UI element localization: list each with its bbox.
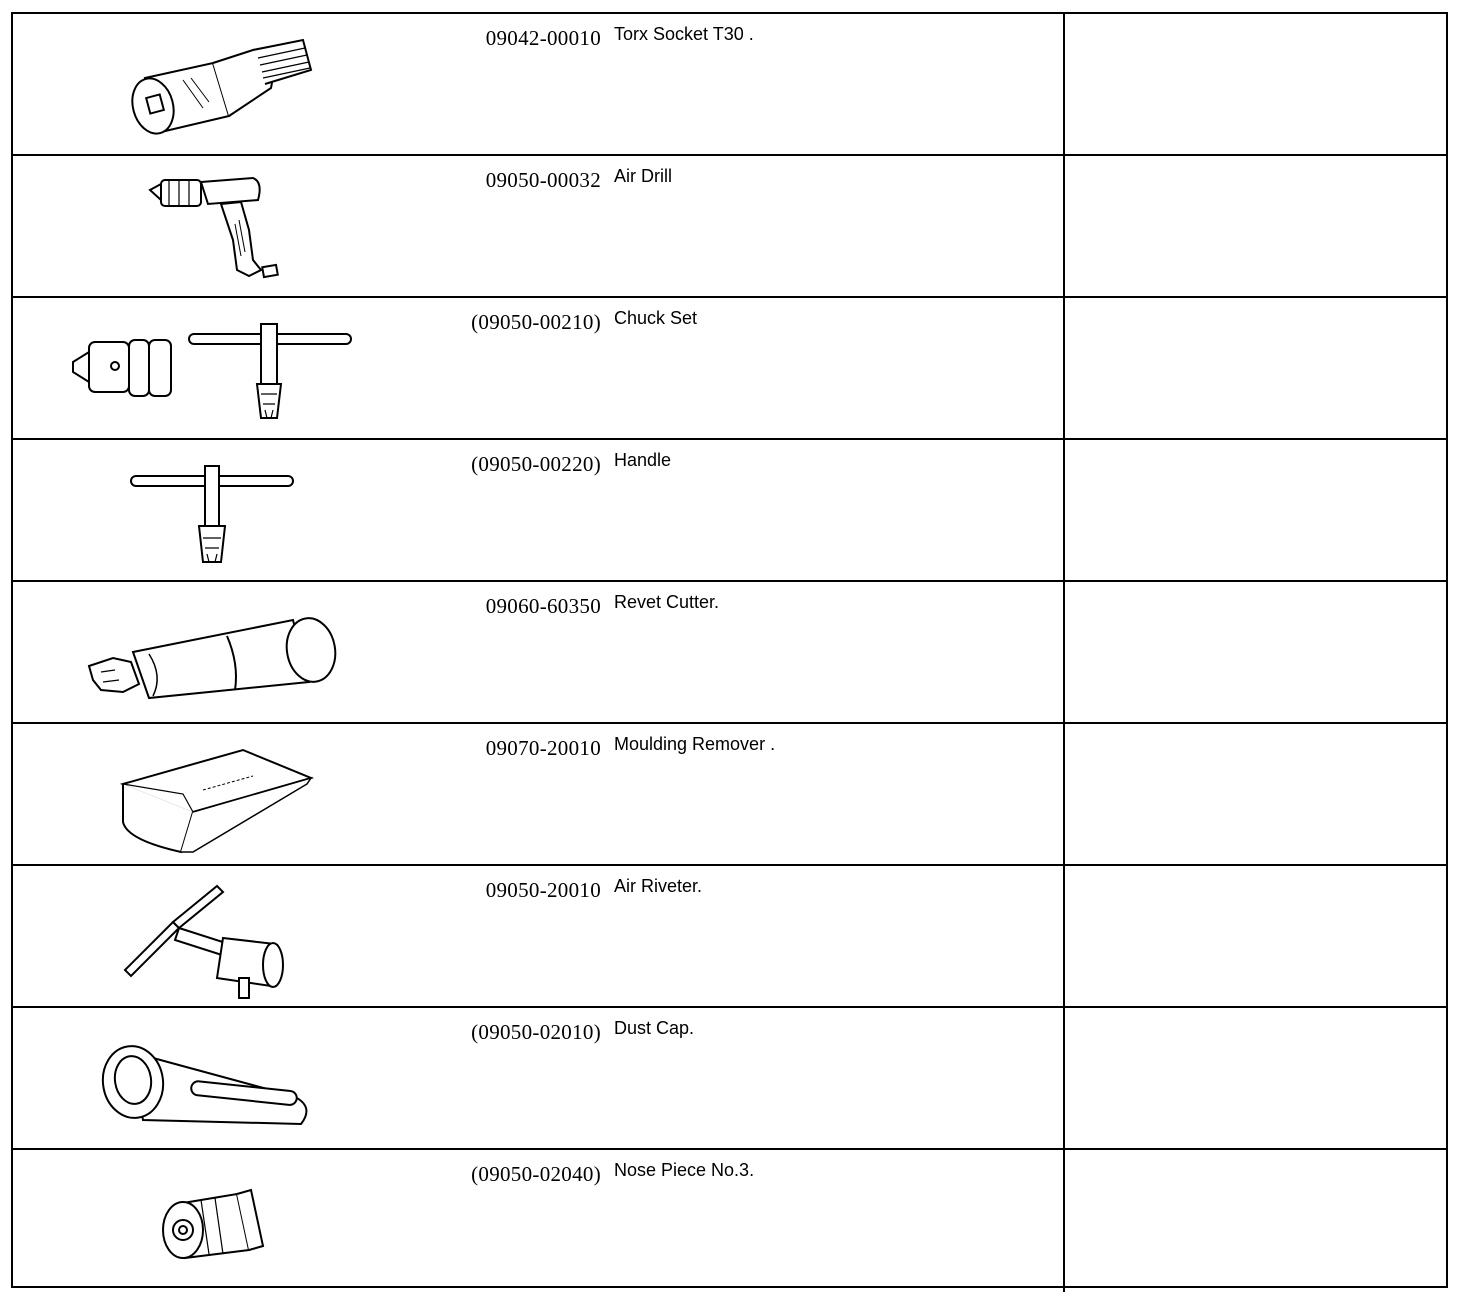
part-number: (09050-02040) (471, 1162, 601, 1186)
air-drill-icon (53, 160, 393, 292)
table-row (13, 1150, 1446, 1292)
tool-description: Torx Socket T30 . (614, 24, 754, 44)
note-cell (1073, 876, 1436, 896)
part-number: 09042-00010 (485, 26, 601, 50)
column-divider (1063, 1008, 1065, 1148)
part-number: (09050-00210) (471, 310, 601, 334)
tool-description: Air Drill (614, 166, 672, 186)
column-divider (1063, 1150, 1065, 1292)
part-number: 09070-20010 (485, 736, 601, 760)
part-number: (09050-02010) (471, 1020, 601, 1044)
chuck-set-icon (53, 302, 393, 434)
note-cell (1073, 734, 1436, 754)
column-divider (1063, 724, 1065, 864)
tool-description: Handle (614, 450, 672, 470)
chuck-key-handle-icon (53, 444, 393, 576)
torx-socket-icon (53, 18, 393, 150)
table-row (13, 582, 1446, 724)
column-divider (1063, 866, 1065, 1006)
table-row (13, 866, 1446, 1008)
note-cell (1073, 24, 1436, 44)
table-row (13, 298, 1446, 440)
note-cell (1073, 450, 1436, 470)
dust-cap-icon (53, 1012, 393, 1144)
tool-description: Moulding Remover . (614, 734, 776, 754)
tool-description: Air Riveter. (614, 876, 703, 896)
tool-description: Revet Cutter. (614, 592, 720, 612)
part-number: (09050-00220) (471, 452, 601, 476)
note-cell (1073, 1018, 1436, 1038)
tool-description: Dust Cap. (614, 1018, 695, 1038)
tool-description: Chuck Set (614, 308, 698, 328)
note-cell (1073, 166, 1436, 186)
column-divider (1063, 582, 1065, 722)
moulding-remover-icon (53, 728, 393, 860)
table-row (13, 156, 1446, 298)
tool-description: Nose Piece No.3. (614, 1160, 755, 1180)
table-row (13, 724, 1446, 866)
column-divider (1063, 14, 1065, 154)
rivet-cutter-icon (53, 586, 393, 718)
note-cell (1073, 592, 1436, 612)
nose-piece-icon (53, 1154, 393, 1286)
note-cell (1073, 1160, 1436, 1180)
part-number: 09060-60350 (485, 594, 601, 618)
table-row (13, 14, 1446, 156)
column-divider (1063, 156, 1065, 296)
part-number: 09050-20010 (485, 878, 601, 902)
tool-table (11, 12, 1448, 1288)
table-row (13, 1008, 1446, 1150)
column-divider (1063, 298, 1065, 438)
column-divider (1063, 440, 1065, 580)
table-row (13, 440, 1446, 582)
note-cell (1073, 308, 1436, 328)
air-riveter-icon (53, 870, 393, 1002)
part-number: 09050-00032 (485, 168, 601, 192)
